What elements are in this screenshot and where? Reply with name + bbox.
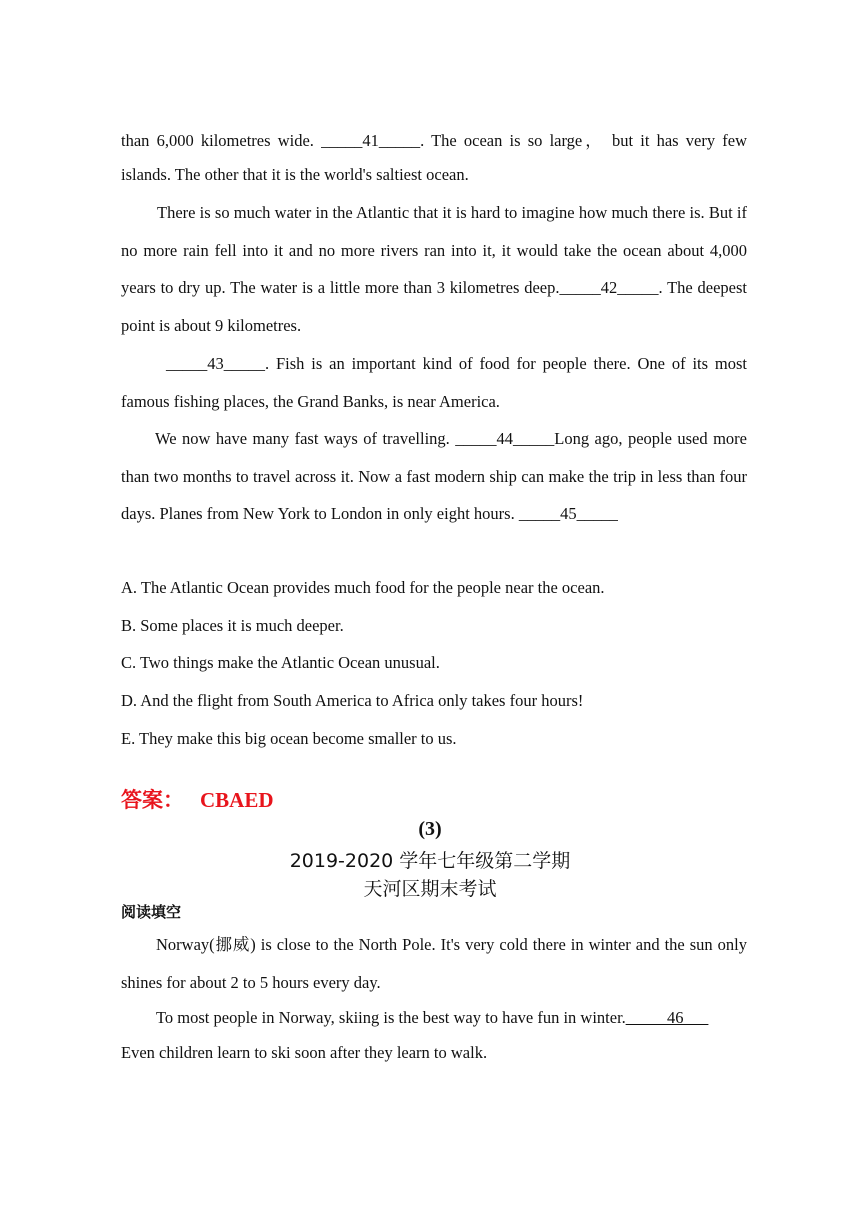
- norway-paragraph: Norway(挪威) is close to the North Pole. It's very cold there in winter and the sun only shines for about 2 to 5 hours every day.: [121, 935, 747, 992]
- passage-paragraph: We now have many fast ways of travelling. _____44_____Long ago, people used more than two months to travel across it. Now a fast modern ship can make the trip in less than four days. Planes from New York to London in only eight hours. _____45_____: [121, 429, 747, 524]
- exam-title-line1: 2019-2020 学年七年级第二学期: [289, 850, 571, 872]
- answer-blank-46: _____46___: [625, 1008, 709, 1027]
- option-c: C. Two things make the Atlantic Ocean unusual.: [121, 653, 440, 672]
- option-e: E. They make this big ocean become smaller to us.: [121, 729, 457, 748]
- option-b: B. Some places it is much deeper.: [121, 616, 344, 635]
- passage-line: islands. The other that it is the world's saltiest ocean.: [121, 165, 469, 184]
- passage-paragraph: There is so much water in the Atlantic that it is hard to imagine how much there is. But if no more rain fell into it and no more rivers ran into it, it would take the ocean about 4,000 years to dry up. The water is a little more than 3 kilometres deep._____42_____. The deepest point is about 9 kilometres.: [121, 203, 747, 335]
- answer-value: CBAED: [200, 788, 274, 812]
- option-d: D. And the flight from South America to Africa only takes four hours!: [121, 691, 584, 710]
- section-type-label: 阅读填空: [121, 903, 182, 921]
- norway-sentence: To most people in Norway, skiing is the best way to have fun in winter.: [156, 1008, 626, 1027]
- answer-label: 答案：: [121, 788, 184, 812]
- option-a: A. The Atlantic Ocean provides much food for the people near the ocean.: [121, 578, 605, 597]
- exam-title-line2: 天河区期末考试: [363, 878, 497, 900]
- section-number: (3): [418, 818, 442, 840]
- passage-paragraph: _____43_____. Fish is an important kind of food for people there. One of its most famous fishing places, the Grand Banks, is near America.: [121, 354, 747, 411]
- passage-line: than 6,000 kilometres wide. _____41_____. The ocean is so large， but it has very few: [121, 131, 747, 150]
- norway-line: [156, 1008, 708, 1028]
- norway-line: Even children learn to ski soon after they learn to walk.: [121, 1043, 488, 1062]
- answer-line: [121, 784, 274, 814]
